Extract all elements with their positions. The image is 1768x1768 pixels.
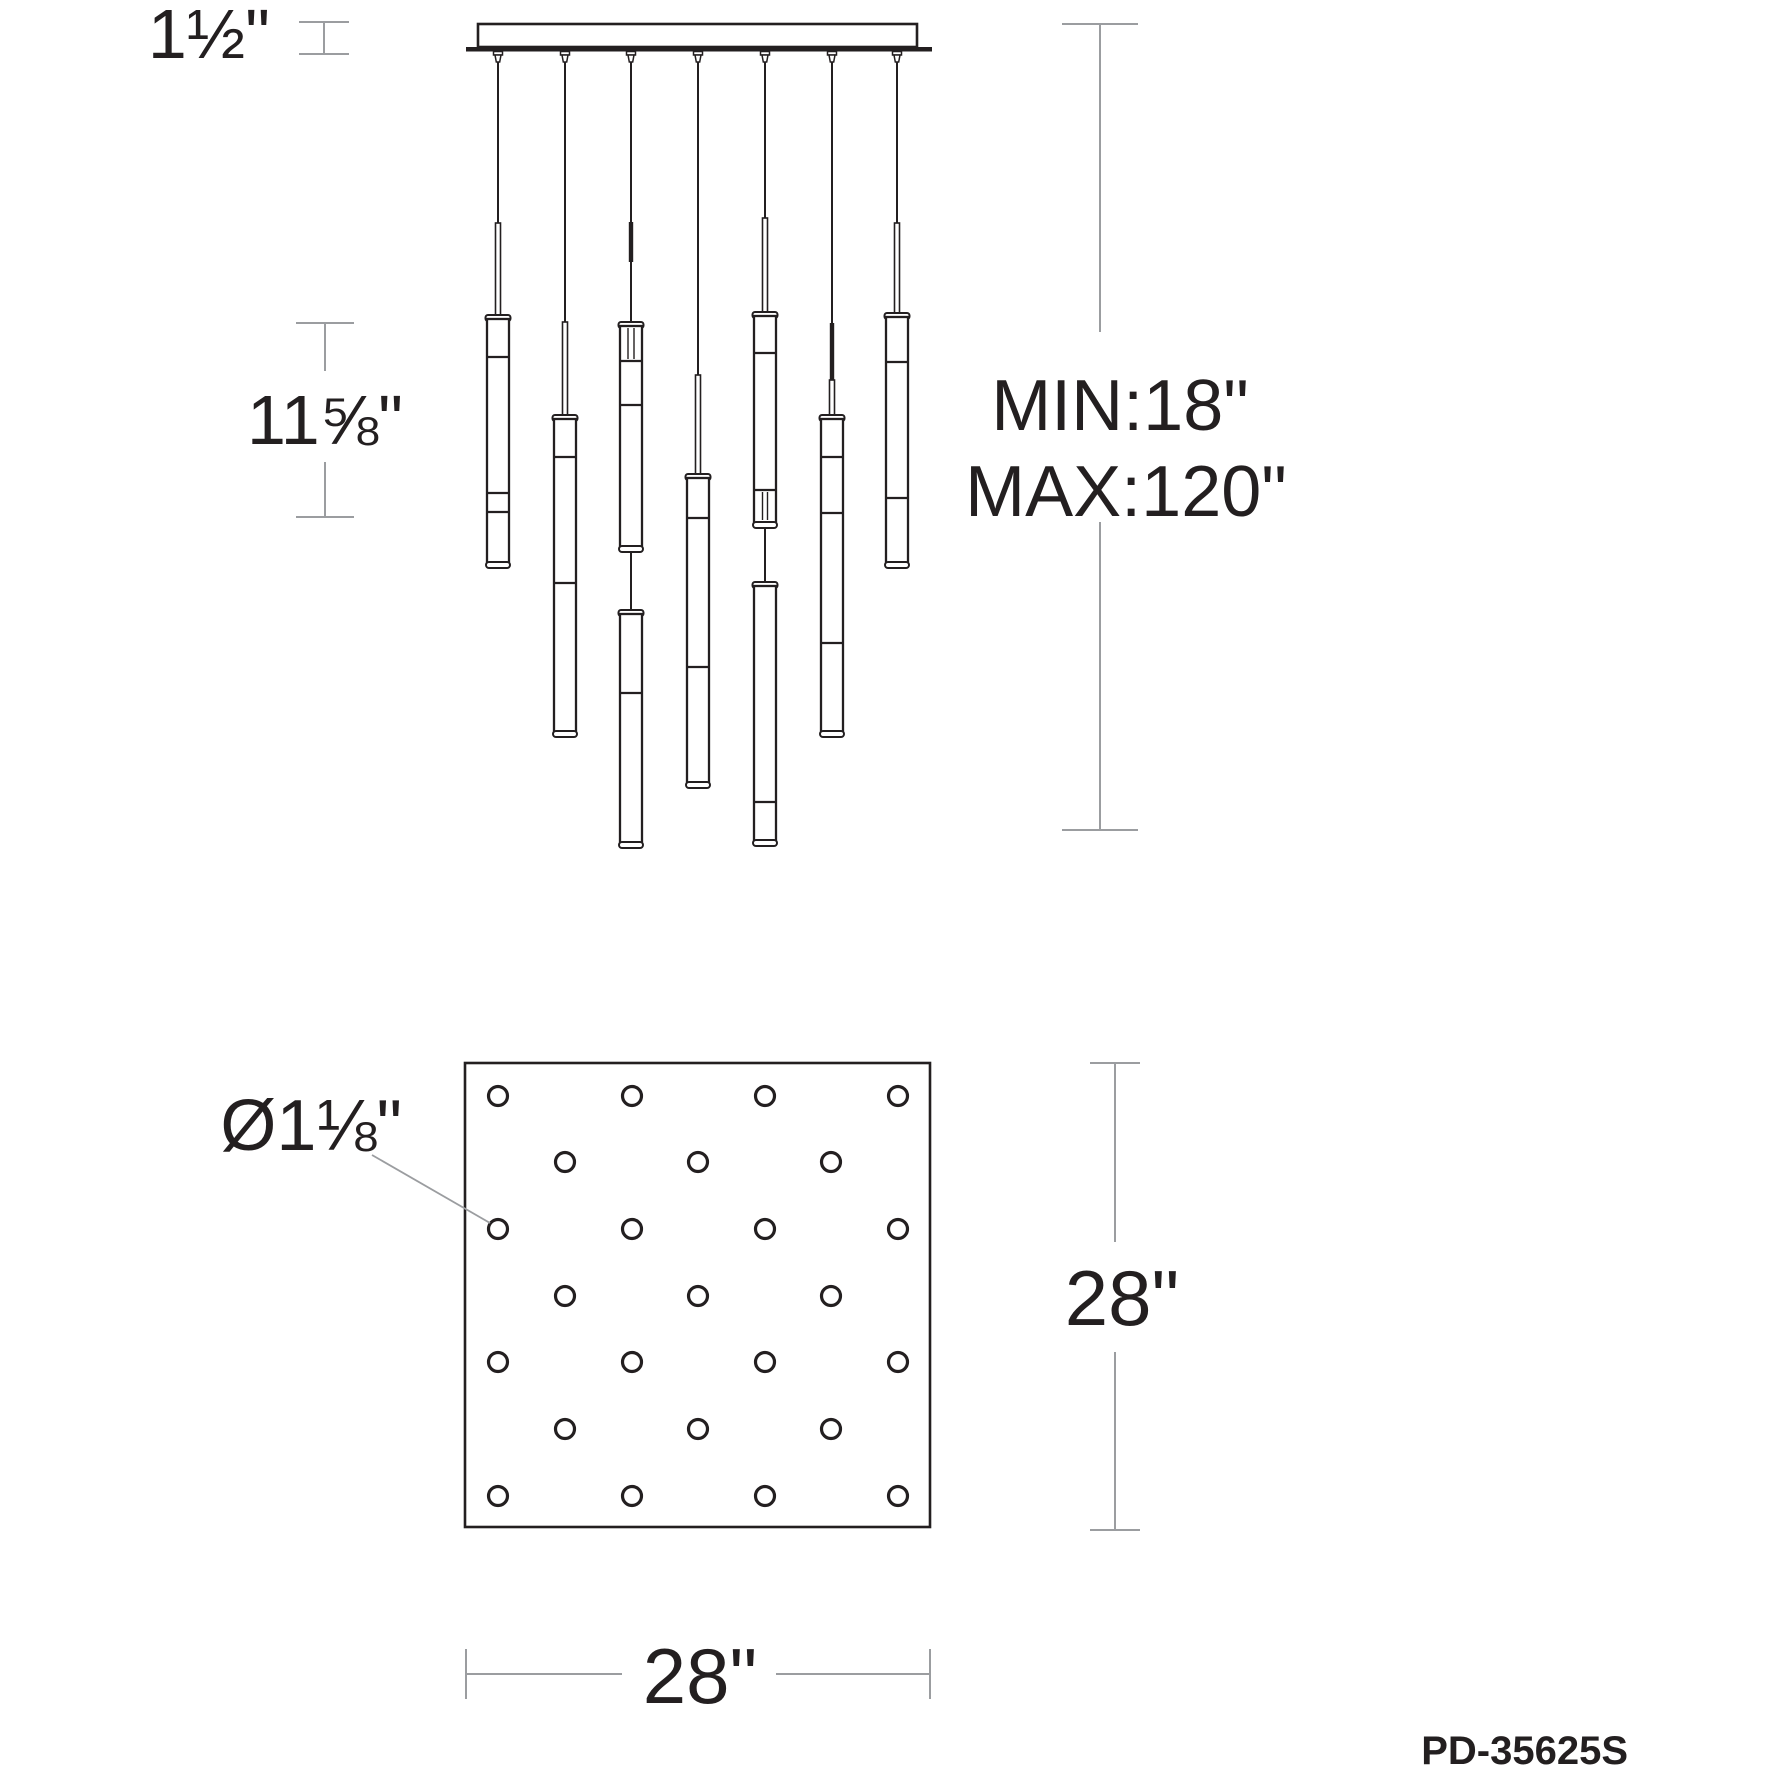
pendant-tube: [753, 582, 778, 846]
pendant-length-label: 11⅝": [247, 381, 403, 459]
pendant-tube: [885, 313, 910, 568]
plan-view: [220, 1063, 1179, 1720]
plan-height-dimension: [1065, 1063, 1179, 1530]
pendant-column: [619, 52, 644, 849]
plan-width-dimension: [466, 1632, 930, 1720]
pendant-tube: [486, 315, 511, 568]
pendant-length-dimension: [247, 323, 403, 517]
pendant-column: [885, 52, 910, 569]
pendant-column: [753, 52, 778, 847]
canopy: [466, 24, 932, 52]
canopy-height-dimension: [148, 0, 349, 73]
suspension-max-label: MAX:120": [965, 452, 1287, 532]
pendant-tube: [619, 610, 644, 848]
pendant-column: [486, 52, 511, 569]
pendant-tube: [619, 322, 644, 552]
suspension-min-label: MIN:18": [991, 366, 1249, 446]
pendant-tube: [553, 415, 578, 737]
hole-diameter-label: Ø1⅛": [220, 1086, 402, 1166]
plan-width-label: 28": [642, 1632, 758, 1720]
pendant-tube: [686, 474, 711, 788]
model-number: PD-35625S: [1421, 1729, 1628, 1768]
plan-height-label: 28": [1064, 1254, 1180, 1342]
pendant-column: [553, 52, 578, 738]
elevation-view: [148, 0, 1287, 848]
pendant-tube: [753, 312, 778, 528]
pendant-column: [820, 52, 845, 738]
pendant-tube: [820, 415, 845, 737]
suspension-range-dimension: [965, 24, 1287, 830]
canopy-height-label: 1½": [147, 0, 270, 73]
hole-diameter-callout: [220, 1086, 490, 1223]
pendant-column: [686, 52, 711, 789]
